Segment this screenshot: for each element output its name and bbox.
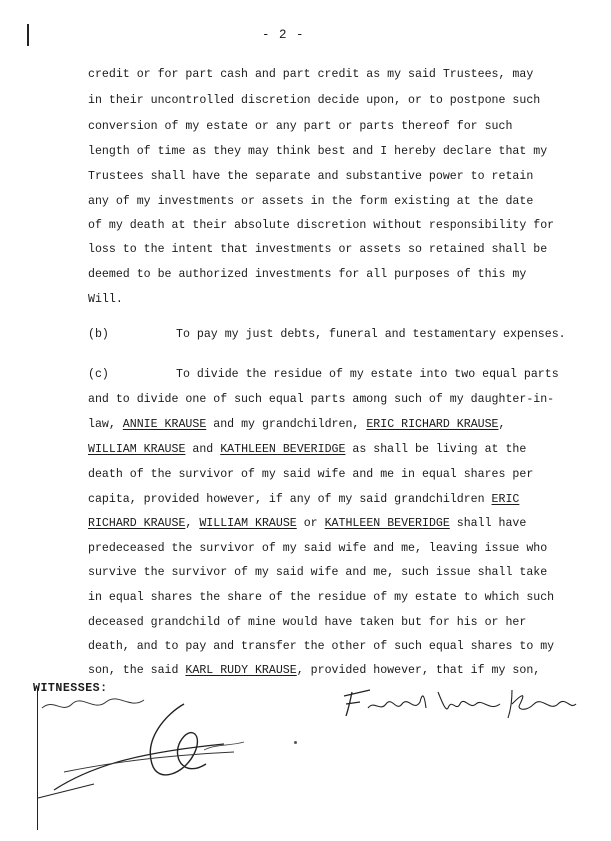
beneficiary-name: KATHLEEN BEVERIDGE <box>220 443 346 456</box>
clause-label: (b) <box>88 328 109 341</box>
text-line: To divide the residue of my estate into two equal parts <box>176 368 559 381</box>
text-line: in their uncontrolled discretion decide upon, or to postpone such <box>88 94 541 107</box>
testator-signature <box>340 682 580 722</box>
text-line: Trustees shall have the separate and substantive power to retain <box>88 170 534 183</box>
text-line: son, the said KARL RUDY KRAUSE, provided however, that if my son, <box>88 664 541 677</box>
beneficiary-name: RICHARD KRAUSE <box>88 517 186 530</box>
page-number: - 2 - <box>262 28 305 42</box>
ink-speck <box>294 741 297 744</box>
beneficiary-name: ERIC RICHARD KRAUSE <box>366 418 499 431</box>
text-line: length of time as they may think best and I hereby declare that my <box>88 145 548 158</box>
text-line: survive the survivor of my said wife and me, such issue shall take <box>88 566 548 579</box>
text-line: any of my investments or assets in the form existing at the date <box>88 195 534 208</box>
text-line: credit or for part cash and part credit as my said Trustees, may <box>88 68 534 81</box>
text-line: deceased grandchild of mine would have taken but for his or her <box>88 616 527 629</box>
beneficiary-name: ERIC <box>491 493 520 506</box>
text-line: capita, provided however, if any of my said grandchildren ERIC <box>88 493 520 506</box>
witness-signature <box>34 694 264 804</box>
text-line: death of the survivor of my said wife and me in equal shares per <box>88 468 534 481</box>
text-line: law, ANNIE KRAUSE and my grandchildren, ERIC RICHARD KRAUSE, <box>88 418 506 431</box>
witnesses-label: WITNESSES: <box>33 682 108 695</box>
text-line: death, and to pay and transfer the other of such equal shares to my <box>88 640 555 653</box>
text-line: and to divide one of such equal parts among such of my daughter-in- <box>88 393 555 406</box>
text-line: Will. <box>88 293 123 306</box>
clause-text: To pay my just debts, funeral and testamentary expenses. <box>176 328 566 341</box>
text-line: RICHARD KRAUSE, WILLIAM KRAUSE or KATHLEEN BEVERIDGE shall have <box>88 517 527 530</box>
text-line: of my death at their absolute discretion without responsibility for <box>88 219 555 232</box>
left-margin-line <box>27 24 29 46</box>
beneficiary-name: KARL RUDY KRAUSE <box>185 664 297 677</box>
clause-label: (c) <box>88 368 109 381</box>
beneficiary-name: ANNIE KRAUSE <box>122 418 207 431</box>
text-line: loss to the intent that investments or assets so retained shall be <box>88 243 548 256</box>
beneficiary-name: WILLIAM KRAUSE <box>88 443 186 456</box>
text-line: WILLIAM KRAUSE and KATHLEEN BEVERIDGE as shall be living at the <box>88 443 527 456</box>
beneficiary-name: KATHLEEN BEVERIDGE <box>324 517 450 530</box>
text-line: in equal shares the share of the residue of my estate to which such <box>88 591 555 604</box>
text-line: predeceased the survivor of my said wife and me, leaving issue who <box>88 542 548 555</box>
text-line: conversion of my estate or any part or parts thereof for such <box>88 120 513 133</box>
beneficiary-name: WILLIAM KRAUSE <box>199 517 297 530</box>
text-line: deemed to be authorized investments for all purposes of this my <box>88 268 527 281</box>
